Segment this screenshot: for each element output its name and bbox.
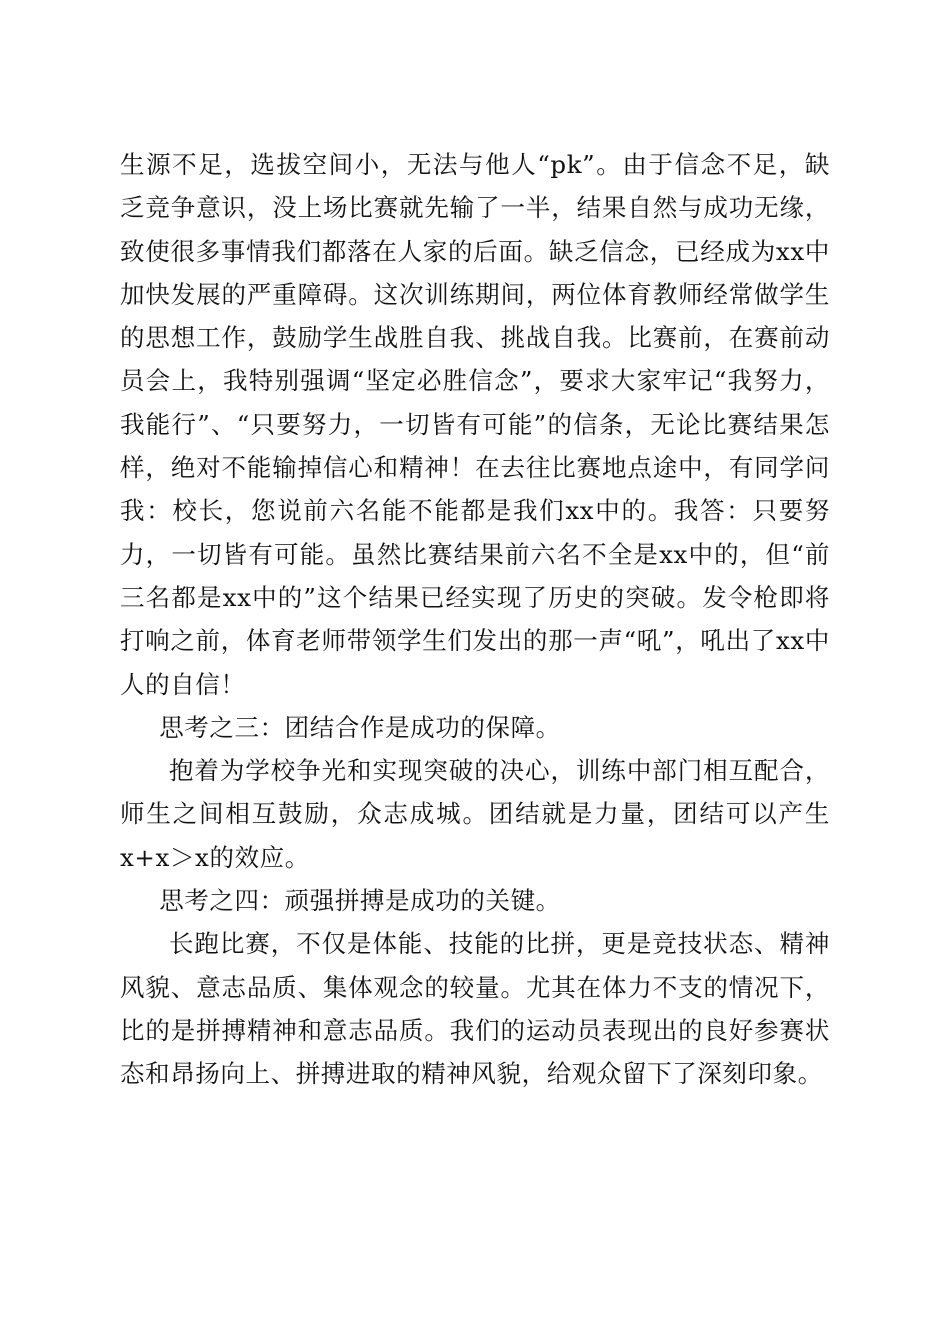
paragraph-teamwork: 抱着为学校争光和实现突破的决心，训练中部门相互配合，师生之间相互鼓励，众志成城。团结就是力量，团结可以产生x+x＞x的效应。 bbox=[120, 756, 830, 872]
document-page bbox=[120, 143, 830, 1096]
paragraph-belief: 生源不足，选拔空间小，无法与他人“pk”。由于信念不足，缺乏竞争意识，没上场比赛就先输了一半，结果自然与成功无缘，致使很多事情我们都落在人家的后面。缺乏信念，已经成为xx中加快发展的严重障碍。这次训练期间，两位体育教师经常做学生的思想工作，鼓励学生战胜自我、挑战自我。比赛前，在赛前动员会上，我特别强调“坚定必胜信念”，要求大家牢记“我努力，我能行”、“只要努力，一切皆有可能”的信条，无论比赛结果怎样，绝对不能输掉信心和精神！在去往比赛地点途中，有同学问我：校长，您说前六名能不能都是我们xx中的。我答：只要努力，一切皆有可能。虽然比赛结果前六名不全是xx中的，但“前三名都是xx中的”这个结果已经实现了历史的突破。发令枪即将打响之前，体育老师带领学生们发出的那一声“吼”，吼出了xx中人的自信！ bbox=[120, 150, 830, 699]
paragraph-perseverance: 长跑比赛，不仅是体能、技能的比拼，更是竞技状态、精神风貌、意志品质、集体观念的较量。尤其在体力不支的情况下，比的是拼搏精神和意志品质。我们的运动员表现出的良好参赛状态和昂扬向上、拼搏进取的精神风貌，给观众留下了深刻印象。 bbox=[120, 929, 830, 1089]
heading-thought-four: 思考之四：顽强拼搏是成功的关键。 bbox=[159, 886, 561, 916]
heading-thought-three: 思考之三：团结合作是成功的保障。 bbox=[159, 712, 561, 742]
